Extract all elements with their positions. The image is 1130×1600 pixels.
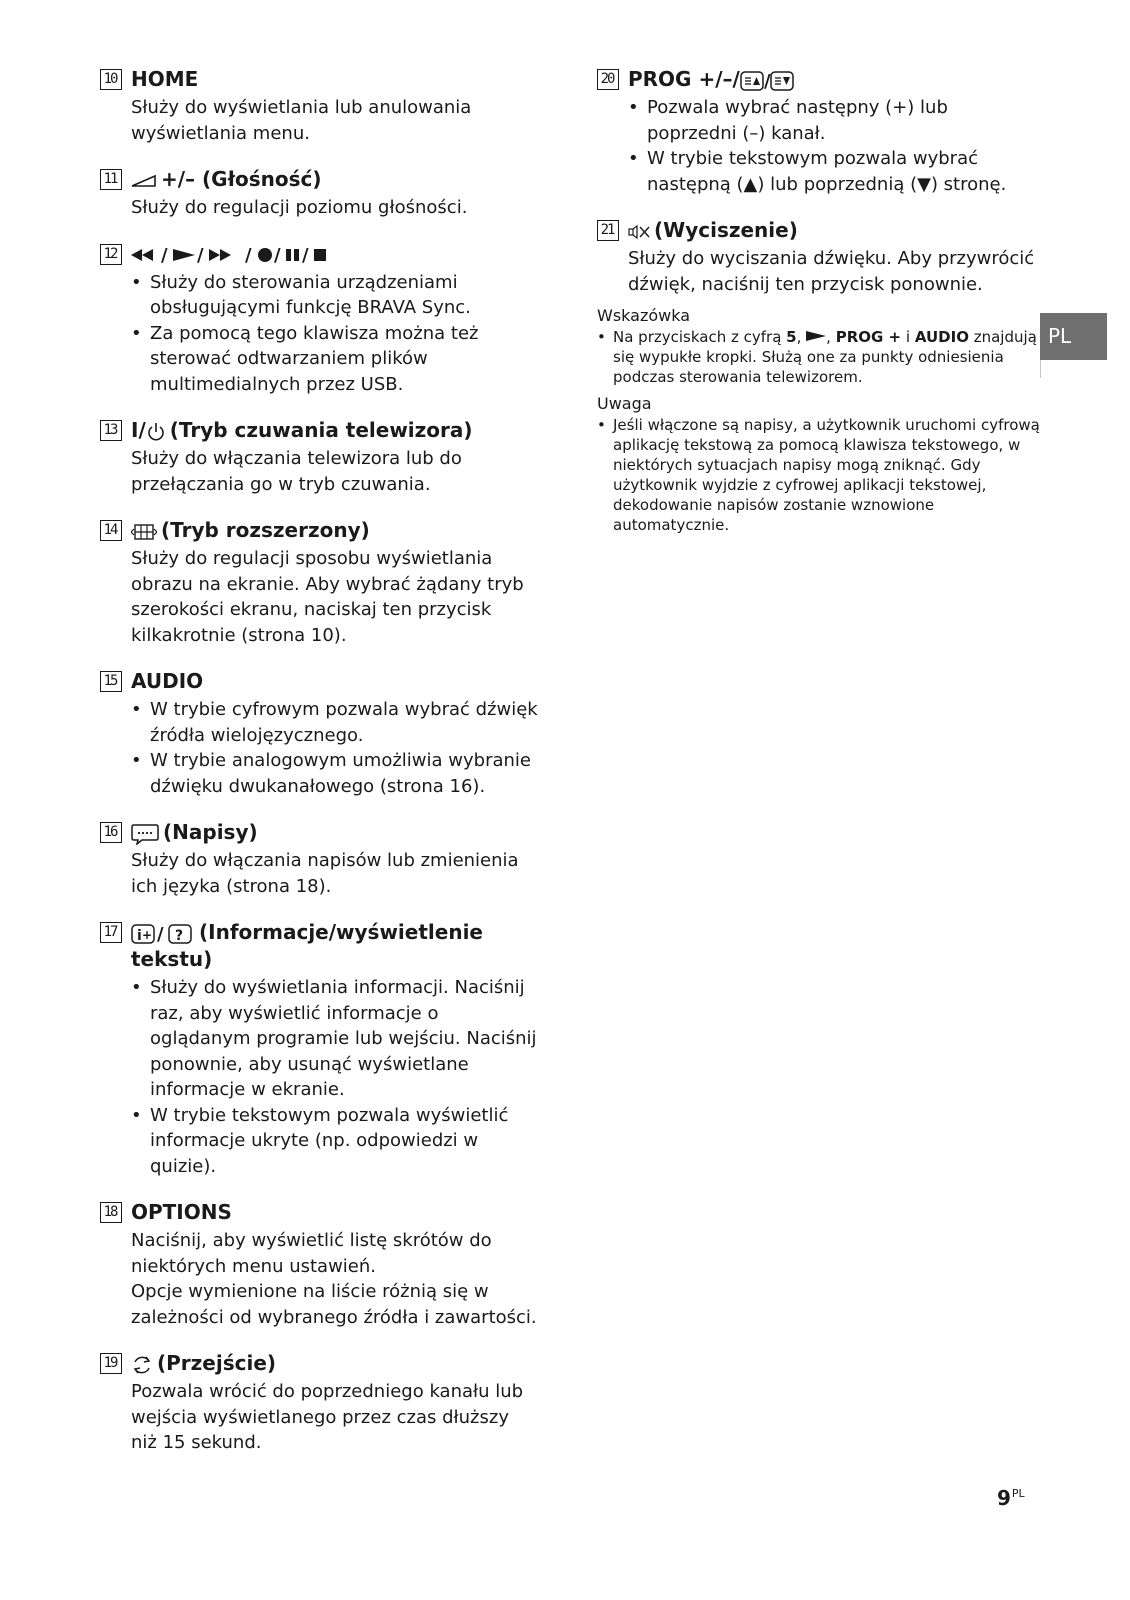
item-number: 14 bbox=[100, 520, 122, 541]
item-info bbox=[100, 919, 540, 1179]
language-tab: PL bbox=[1040, 313, 1107, 360]
item-text: Służy do regulacji sposobu wyświetlania obrazu na ekranie. Aby wybrać żądany tryb szerokości ekranu, naciskaj ten przycisk kilkakrotnie (strona 10). bbox=[131, 548, 524, 646]
item-title: (Informacje/wyświetlenie tekstu) bbox=[131, 920, 483, 971]
item-number: 12 bbox=[100, 244, 122, 265]
item-text: Służy do wyświetlania lub anulowania wyświetlania menu. bbox=[131, 97, 472, 144]
item-title: (Tryb rozszerzony) bbox=[161, 518, 370, 542]
item-mute bbox=[597, 217, 1042, 297]
item-prog bbox=[597, 66, 1042, 197]
divider bbox=[1040, 360, 1041, 378]
item-title: (Tryb czuwania telewizora) bbox=[169, 418, 473, 442]
svg-text:/: / bbox=[245, 246, 252, 264]
item-number: 15 bbox=[100, 671, 122, 692]
note-list bbox=[597, 415, 1042, 535]
list-item: • Pozwala wybrać następny (+) lub poprzedni (–) kanał. bbox=[628, 95, 1042, 146]
subtitles-icon bbox=[131, 823, 159, 845]
hint-title: Wskazówka bbox=[597, 306, 691, 325]
item-text: Opcje wymienione na liście różnią się w zależności od wybranego źródła i zawartości. bbox=[131, 1281, 537, 1328]
item-standby bbox=[100, 417, 540, 497]
mute-icon bbox=[628, 222, 650, 242]
item-title: (Przejście) bbox=[157, 1351, 277, 1375]
list-item: • W trybie tekstowym pozwala wyświetlić informacje ukryte (np. odpowiedzi w quizie). bbox=[131, 1103, 540, 1180]
item-playback bbox=[100, 241, 540, 398]
svg-text:/: / bbox=[197, 246, 204, 264]
item-title: AUDIO bbox=[131, 669, 204, 693]
item-number: 18 bbox=[100, 1202, 122, 1223]
list-item: • W trybie cyfrowym pozwala wybrać dźwięk źródła wielojęzycznego. bbox=[131, 697, 540, 748]
item-title: PROG +/–/ bbox=[628, 67, 740, 91]
svg-text:/: / bbox=[161, 246, 168, 264]
right-column bbox=[597, 66, 1042, 541]
left-column bbox=[100, 66, 540, 1476]
list-item: • Służy do sterowania urządzeniami obsługującymi funkcję BRAVA Sync. bbox=[131, 270, 540, 321]
power-icon bbox=[146, 422, 166, 442]
list-item: • W trybie tekstowym pozwala wybrać następną (▲) lub poprzednią (▼) stronę. bbox=[628, 146, 1042, 197]
list-item: • Służy do wyświetlania informacji. Naciśnij raz, aby wyświetlić informacje o oglądanym programie lub wejściu. Naciśnij ponownie, aby usunąć wyświetlane informacje w ekranie. bbox=[131, 975, 540, 1103]
item-jump bbox=[100, 1350, 540, 1456]
item-number: 20 bbox=[597, 69, 619, 90]
item-text: Służy do regulacji poziomu głośności. bbox=[131, 197, 468, 218]
item-text: Służy do wyciszania dźwięku. Aby przywrócić dźwięk, naciśnij ten przycisk ponownie. bbox=[628, 248, 1035, 295]
item-number: 16 bbox=[100, 822, 122, 843]
item-text: Pozwala wrócić do poprzedniego kanału lub wejścia wyświetlanego przez czas dłuższy niż 15 sekund. bbox=[131, 1381, 524, 1453]
list-item: • Jeśli włączone są napisy, a użytkownik uruchomi cyfrową aplikację tekstową za pomocą klawisza tekstowego, w niektórych sytuacjach napisy mogą zniknąć. Gdy użytkownik wyjdzie z cyfrowej aplikacji tekstowej, dekodowanie napisów zostanie wznowione automatycznie. bbox=[597, 415, 1042, 535]
list-item: • W trybie analogowym umożliwia wybranie dźwięku dwukanałowego (strona 16). bbox=[131, 748, 540, 799]
list-item: • Na przyciskach z cyfrą 5, , PROG + i AUDIO znajdują się wypukłe kropki. Służą one za punkty odniesienia podczas sterowania telewizorem. bbox=[597, 327, 1042, 387]
item-text: Naciśnij, aby wyświetlić listę skrótów do niektórych menu ustawień. bbox=[131, 1230, 492, 1277]
item-title: +/– (Głośność) bbox=[161, 167, 322, 191]
play-icon bbox=[806, 330, 826, 342]
item-volume bbox=[100, 166, 540, 221]
item-number: 17 bbox=[100, 922, 122, 943]
item-title: OPTIONS bbox=[131, 1200, 232, 1224]
info-reveal-icon bbox=[131, 923, 195, 945]
item-number: 11 bbox=[100, 169, 122, 190]
item-title-prefix: I/ bbox=[131, 418, 146, 442]
item-number: 13 bbox=[100, 420, 122, 441]
item-options bbox=[100, 1199, 540, 1330]
item-text: Służy do włączania napisów lub zmienienia ich języka (strona 18). bbox=[131, 850, 519, 897]
wide-mode-icon bbox=[131, 523, 157, 541]
list-item: • Za pomocą tego klawisza można też sterować odtwarzaniem plików multimedialnych przez USB. bbox=[131, 321, 540, 398]
playback-controls-icon bbox=[131, 246, 345, 264]
svg-text:/: / bbox=[274, 246, 281, 264]
jump-icon bbox=[131, 1354, 153, 1376]
svg-text:/: / bbox=[302, 246, 309, 264]
svg-text:/: / bbox=[763, 70, 771, 92]
item-number: 19 bbox=[100, 1353, 122, 1374]
item-subtitles bbox=[100, 819, 540, 899]
item-title: (Wyciszenie) bbox=[654, 218, 798, 242]
item-audio bbox=[100, 668, 540, 799]
item-home bbox=[100, 66, 540, 146]
svg-text:+: + bbox=[142, 927, 153, 942]
svg-text:?: ? bbox=[175, 927, 184, 944]
prog-page-icon bbox=[740, 70, 794, 92]
item-text: Służy do włączania telewizora lub do przełączania go w tryb czuwania. bbox=[131, 448, 462, 495]
item-wide-mode bbox=[100, 517, 540, 648]
volume-icon bbox=[131, 174, 157, 188]
item-title: (Napisy) bbox=[163, 820, 258, 844]
item-number: 10 bbox=[100, 69, 122, 90]
note-title: Uwaga bbox=[597, 394, 652, 413]
svg-text:/: / bbox=[157, 923, 164, 945]
item-number: 21 bbox=[597, 220, 619, 241]
page-number: $9^{PL}$ bbox=[997, 1486, 1025, 1510]
svg-text:i: i bbox=[137, 927, 142, 944]
hint-list bbox=[597, 327, 1042, 387]
item-title: HOME bbox=[131, 67, 199, 91]
